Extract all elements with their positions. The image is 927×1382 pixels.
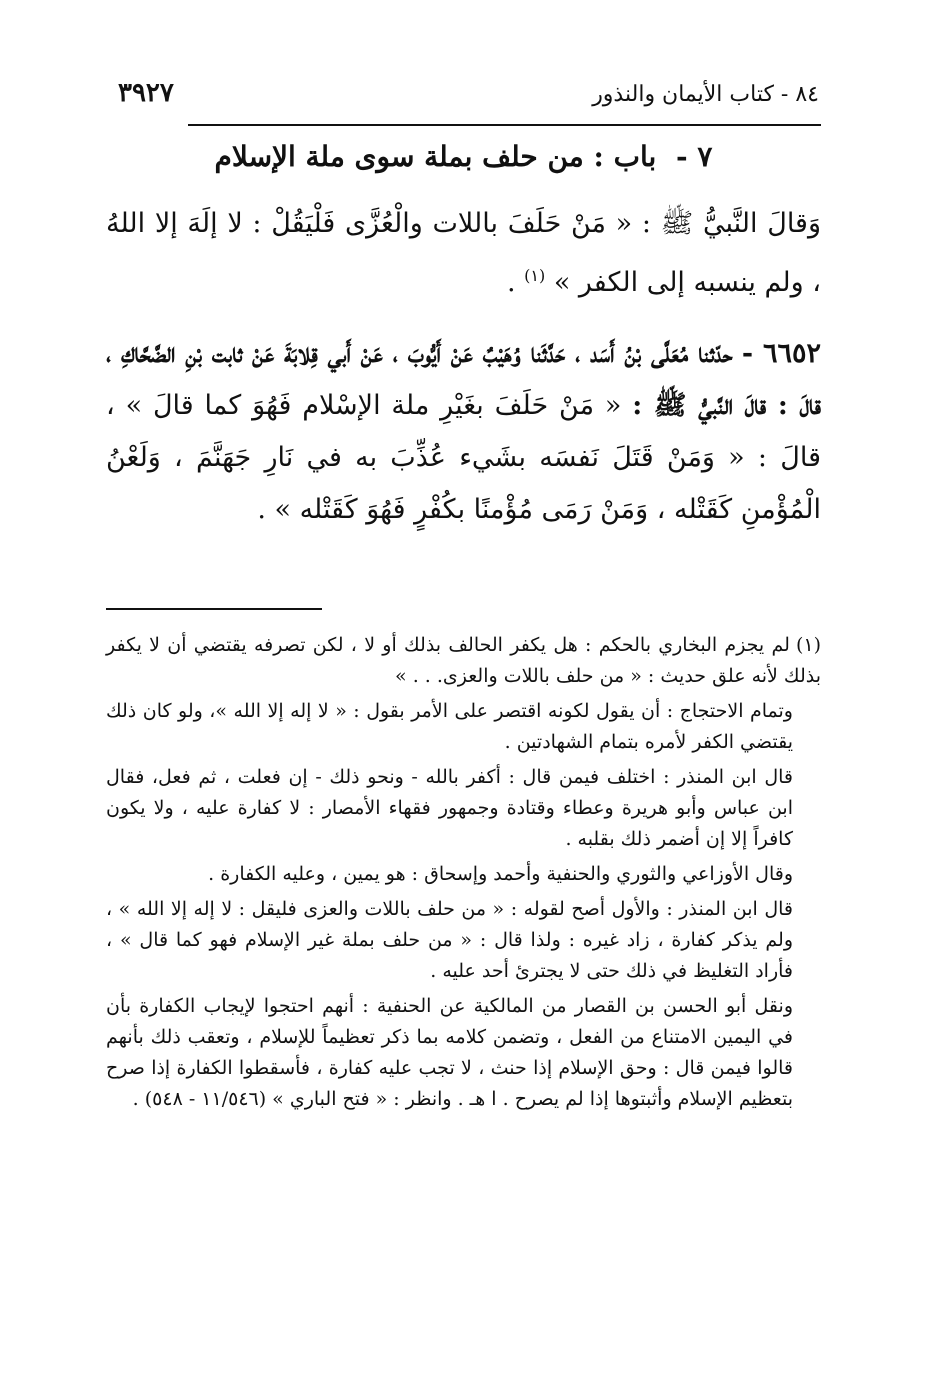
footnote-paragraph	[106, 859, 821, 890]
footnote-paragraph	[106, 630, 821, 692]
footnote-text: ونقل أبو الحسن بن القصار من المالكية عن الحنفية : أنهم احتجوا لإيجاب الكفارة بأن في اليمين الامتناع من الفعل ، وتضمن كلامه بما ذكر تعظيماً للإسلام ، وتعقب ذلك بأنهم قالوا فيمن قال : وحق الإسلام إذا حنث ، لا تجب عليه كفارة ، فأسقطوا الكفارة إذا صرح بتعظيم الإسلام وأثبتوها إذا لم يصرح . ا هـ . وانظر : « فتح الباري » (١١/٥٤٦ - ٥٤٨) .	[106, 995, 793, 1110]
footnotes-section	[106, 630, 821, 1119]
footnote-reference[interactable]: (١)	[524, 266, 546, 285]
footnote-paragraph	[106, 696, 821, 758]
hadith-number: ٦٦٥٢ -	[741, 338, 821, 369]
chapter-number: ٧ -	[676, 140, 713, 173]
hadith-text: « مَنْ حَلَفَ بغَيْرِ ملة الإسْلام فَهُوَ كما قالَ » ، قالَ : « وَمَنْ قَتَلَ نَفسَه بشَيء عُذِّبَ به في نَارِ جَهَنَّمَ ، وَلَعْنُ الْمُؤْمنِ كَقَتْله ، وَمَنْ رَمَى مُؤْمنًا بكُفْرٍ فَهُوَ كَقَتْله » .	[106, 390, 821, 525]
footnote-text: قال ابن المنذر : اختلف فيمن قال : أكفر بالله - ونحو ذلك - إن فعلت ، ثم فعل، فقال ابن عباس وأبو هريرة وعطاء وقتادة وجمهور فقهاء الأمصار : لا كفارة عليه ، ولا يكون كافراً إلا إن أضمر ذلك بقلبه .	[106, 766, 794, 850]
footnote-text: وقال الأوزاعي والثوري والحنفية وأحمد وإسحاق : هو يمين ، وعليه الكفارة .	[208, 863, 793, 885]
intro-text: وَقالَ النَّبيُّ ﷺ : « مَنْ حَلَفَ باللات والْعُزَّى فَلْيَقُلْ : لا إلَهَ إلا اللهُ ، ولم ينسبه إلى الكفر »	[106, 208, 821, 298]
header-divider	[188, 124, 821, 126]
intro-paragraph	[106, 198, 821, 309]
hadith-chain: حدّثنا مُعَلَّى بْنُ أَسَد ، حَدَّثَنا وُهَيْبٌ عَنْ أَيُّوبَ ، عَنْ أَبي قِلابَةَ عَنْ ثابت بْنِ الضَّحَّاكِ ، قالَ : قالَ النَّبيُّ ﷺ :	[106, 338, 821, 421]
footnote-paragraph	[106, 762, 821, 855]
footnote-divider	[106, 608, 322, 610]
footnote-paragraph	[106, 894, 821, 987]
hadith-paragraph	[106, 328, 821, 536]
chapter-title-text: باب : من حلف بملة سوى ملة الإسلام	[214, 140, 657, 173]
footnote-marker: (١)	[795, 634, 821, 656]
footnote-text: وتمام الاحتجاج : أن يقول لكونه اقتصر على الأمر بقول : « لا إله إلا الله »، ولو كان ذلك يقتضي الكفر لأمره بتمام الشهادتين .	[106, 700, 793, 753]
page-number: ٣٩٢٧	[118, 78, 174, 108]
running-header-book-title: ٨٤ - كتاب الأيمان والنذور	[592, 82, 819, 107]
footnote-text: لم يجزم البخاري بالحكم : هل يكفر الحالف بذلك أو لا ، لكن تصرفه يقتضي أن لا يكفر بذلك لأنه علق حديث : « من حلف باللات والعزى. . . »	[106, 634, 821, 687]
footnote-text: قال ابن المنذر : والأول أصح لقوله : « من حلف باللات والعزى فليقل : لا إله إلا الله » ، ولم يذكر كفارة ، زاد غيره : ولذا قال : « من حلف بملة غير الإسلام فهو كما قال » ، فأراد التغليظ في ذلك حتى لا يجترئ أحد عليه .	[106, 898, 793, 982]
footnote-paragraph	[106, 991, 821, 1115]
chapter-heading	[106, 140, 821, 173]
intro-end: .	[506, 267, 516, 298]
